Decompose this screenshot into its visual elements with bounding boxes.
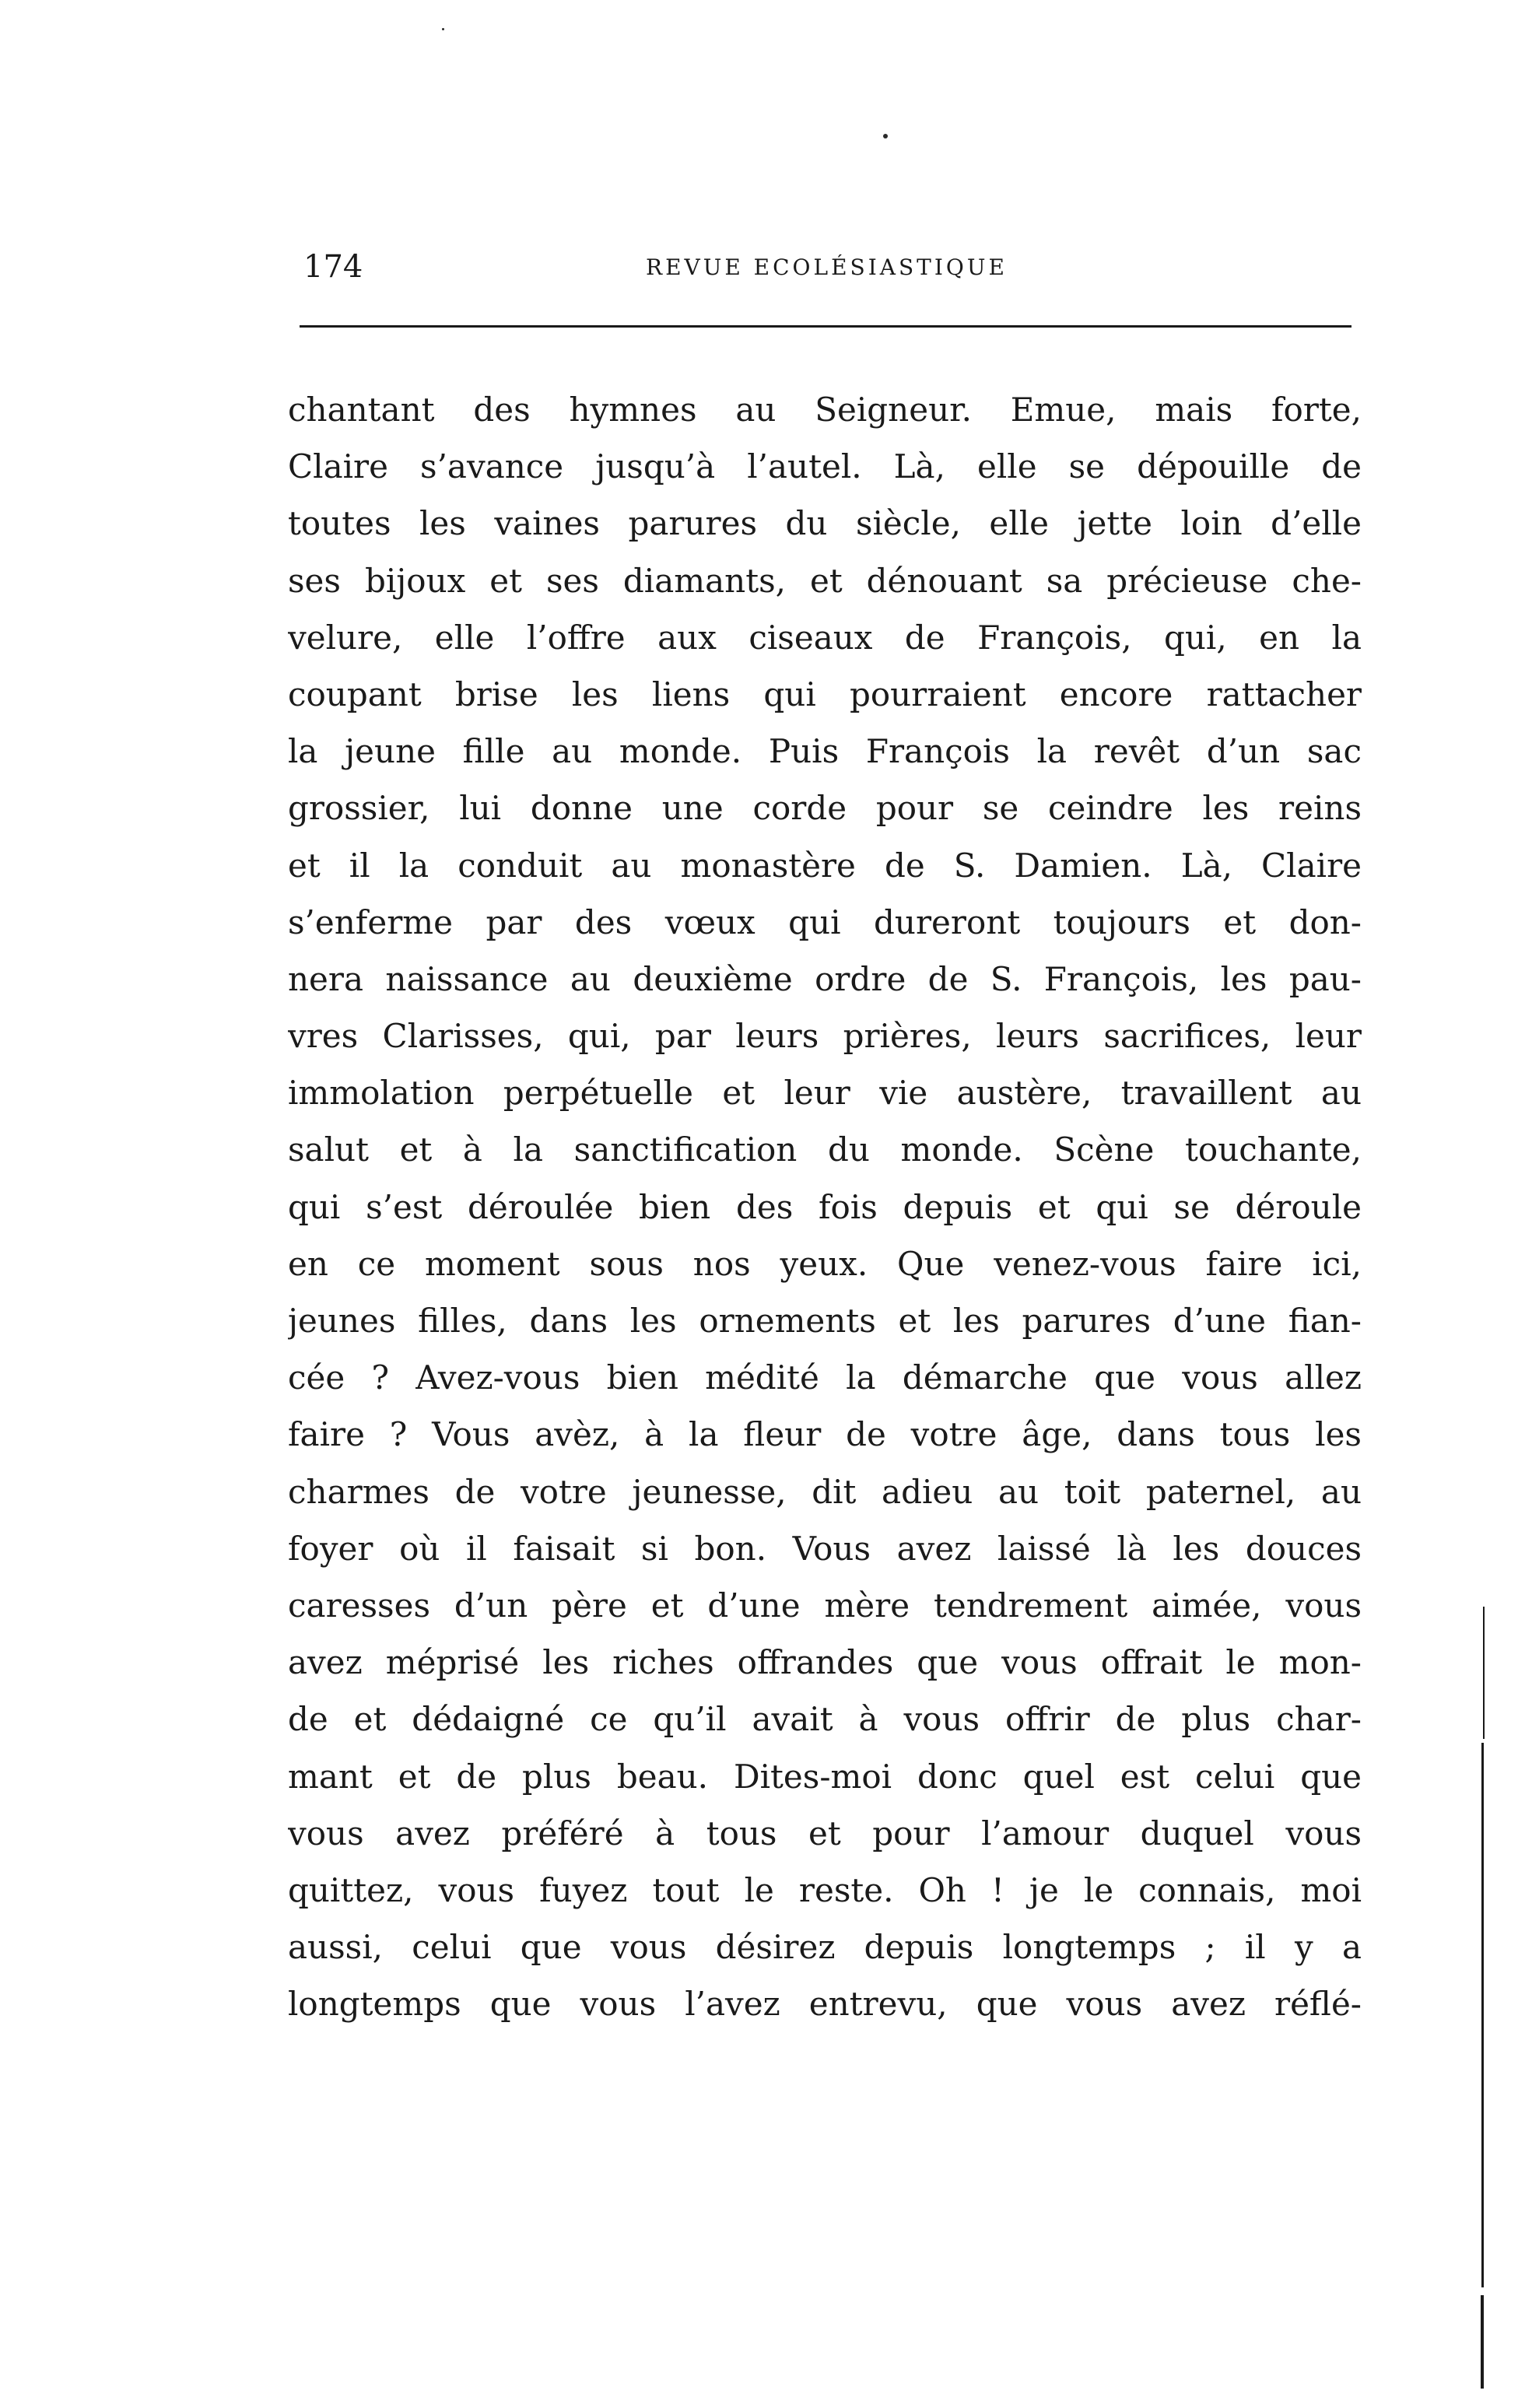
text-line: faire ? Vous avèz, à la fleur de votre âge, dans tous les: [288, 1415, 1362, 1454]
text-line: charmes de votre jeunesse, dit adieu au toit paternel, au: [288, 1472, 1362, 1511]
text-line: avez méprisé les riches offrandes que vous offrait le mon-: [288, 1643, 1362, 1682]
body-text: [288, 381, 1362, 2032]
text-line: quittez, vous fuyez tout le reste. Oh ! je le connais, moi: [288, 1870, 1362, 1909]
text-line: en ce moment sous nos yeux. Que venez-vous faire ici,: [288, 1244, 1362, 1283]
scan-edge-mark: [1481, 2295, 1484, 2389]
text-line: nera naissance au deuxième ordre de S. François, les pau-: [288, 959, 1362, 998]
page-number: 174: [303, 249, 363, 285]
text-line: salut et à la sanctification du monde. Scène touchante,: [288, 1130, 1362, 1169]
text-line: longtemps que vous l’avez entrevu, que vous avez réflé-: [288, 1985, 1362, 2024]
text-line: de et dédaigné ce qu’il avait à vous offrir de plus char-: [288, 1700, 1362, 1739]
scan-edge-mark: [1481, 1743, 1484, 2287]
text-line: chantant des hymnes au Seigneur. Emue, mais forte,: [288, 391, 1362, 429]
text-line: foyer où il faisait si bon. Vous avez laissé là les douces: [288, 1529, 1362, 1568]
text-line: la jeune fille au monde. Puis François la revêt d’un sac: [288, 732, 1362, 771]
text-line: toutes les vaines parures du siècle, elle jette loin d’elle: [288, 504, 1362, 543]
ink-speck: [442, 28, 444, 30]
text-line: coupant brise les liens qui pourraient encore rattacher: [288, 675, 1362, 713]
text-line: vres Clarisses, qui, par leurs prières, leurs sacrifices, leur: [288, 1017, 1362, 1056]
text-line: velure, elle l’offre aux ciseaux de François, qui, en la: [288, 618, 1362, 657]
text-line: cée ? Avez-vous bien médité la démarche que vous allez: [288, 1358, 1362, 1397]
header-rule: [300, 325, 1351, 328]
text-line: immolation perpétuelle et leur vie austère, travaillent au: [288, 1074, 1362, 1113]
text-line: caresses d’un père et d’une mère tendrement aimée, vous: [288, 1586, 1362, 1625]
text-line: grossier, lui donne une corde pour se ceindre les reins: [288, 789, 1362, 828]
text-line: qui s’est déroulée bien des fois depuis et qui se déroule: [288, 1187, 1362, 1226]
running-head: REVUE ECOLÉSIASTIQUE: [646, 254, 1008, 280]
text-line: ses bijoux et ses diamants, et dénouant sa précieuse che-: [288, 561, 1362, 600]
scan-edge-mark: [1483, 1607, 1485, 1739]
text-line: jeunes filles, dans les ornements et les parures d’une fian-: [288, 1302, 1362, 1340]
text-line: vous avez préféré à tous et pour l’amour duquel vous: [288, 1814, 1362, 1852]
text-line: aussi, celui que vous désirez depuis longtemps ; il y a: [288, 1928, 1362, 1967]
text-line: et il la conduit au monastère de S. Damien. Là, Claire: [288, 846, 1362, 885]
text-line: Claire s’avance jusqu’à l’autel. Là, elle se dépouille de: [288, 447, 1362, 486]
ink-speck: [883, 134, 888, 138]
page-header: [303, 247, 1354, 286]
text-line: s’enferme par des vœux qui dureront toujours et don-: [288, 903, 1362, 941]
text-line: mant et de plus beau. Dites-moi donc quel est celui que: [288, 1757, 1362, 1796]
